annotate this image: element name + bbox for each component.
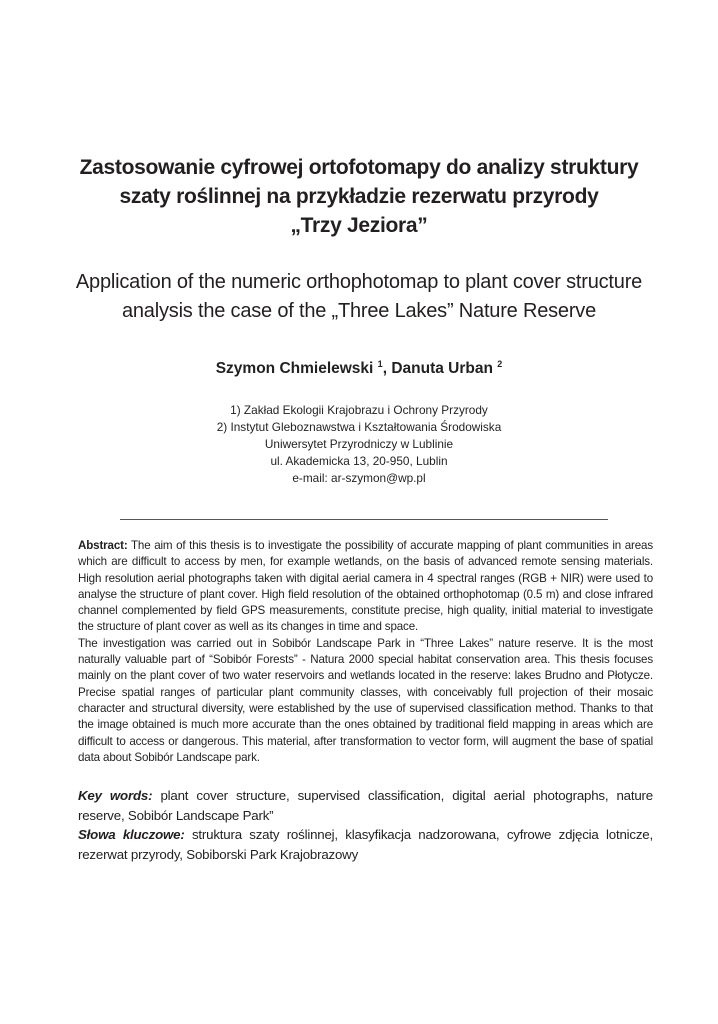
polish-title-line: szaty roślinnej na przykładzie rezerwatu przyrody [119,185,599,208]
keywords-polish-text: struktura szaty roślinnej, klasyfikacja nadzorowana, cyfrowe zdjęcia lotnicze, rezerwat przyrody, Sobiborski Park Krajobrazowy [78,827,653,862]
affiliation-line: Uniwersytet Przyrodniczy w Lublinie [264,437,454,451]
keywords-polish [78,825,653,864]
affiliation-line: 2) Instytut Gleboznawstwa i Kształtowania Środowiska [216,420,502,434]
keywords-english-text: plant cover structure, supervised classification, digital aerial photographs, nature reserve, Sobibór Landscape Park” [78,788,653,823]
keywords-polish-label: Słowa kluczowe: [78,827,185,842]
section-divider [120,519,608,520]
affiliation-line: ul. Akademicka 13, 20-950, Lublin [270,454,448,468]
affiliations-block [60,402,658,487]
polish-title [60,153,658,240]
polish-title-line: „Trzy Jeziora” [290,214,428,237]
keywords-english-label: Key words: [78,788,153,803]
author-name: Danuta Urban [391,360,493,377]
english-title-line: analysis the case of the „Three Lakes” Nature Reserve [121,300,597,322]
abstract-paragraph: The investigation was carried out in Sobibór Landscape Park in “Three Lakes” nature reserve. It is the most naturally valuable part of “Sobibór Forests” - Natura 2000 special habitat conservation area. This thesis focuses mainly on the plant cover of two water reservoirs and wetlands located in the reserve: lakes Brudno and Płotycze. Precise spatial ranges of particular plant community classes, with conceivably full projection of their mosaic character and structural diversity, were established by the use of supervised classification method. Thanks to that the image obtained is much more accurate than the ones obtained by traditional field mapping in areas which are difficult to access or dangerous. This material, after transformation to vector form, will augment the base of spatial data about Sobibór Landscape park. [78,636,653,764]
affiliation-line: 1) Zakład Ekologii Krajobrazu i Ochrony Przyrody [230,403,488,417]
keywords-english [78,786,653,825]
keywords-section [78,786,653,864]
polish-title-line: Zastosowanie cyfrowej ortofotomapy do analizy struktury [79,156,639,179]
affiliation-marker: 1 [377,358,383,369]
abstract-paragraph [78,538,653,636]
english-title-line: Application of the numeric orthophotomap to plant cover structure [75,271,643,293]
abstract-label: Abstract: [78,539,128,552]
affiliation-marker: 2 [497,358,503,369]
contact-email: e-mail: ar-szymon@wp.pl [292,471,426,485]
author-list [60,358,658,380]
english-title [40,268,678,326]
author-name: Szymon Chmielewski [215,360,374,377]
author-separator: , [382,360,392,377]
abstract-text: The aim of this thesis is to investigate the possibility of accurate mapping of plant communities in areas which are difficult to access by men, for example wetlands, on the basis of advanced remote sensing materials. High resolution aerial photographs taken with digital aerial camera in 4 spectral ranges (RGB + NIR) were used to analyse the structure of plant cover. High field resolution of the obtained orthophotomap (0.5 m) and close infrared channel complemented by field GPS measurements, constitute precise, high quality, initial material to investigate the structure of plant cover as well as its changes in time and space. [78,539,653,634]
abstract-section [78,538,653,766]
